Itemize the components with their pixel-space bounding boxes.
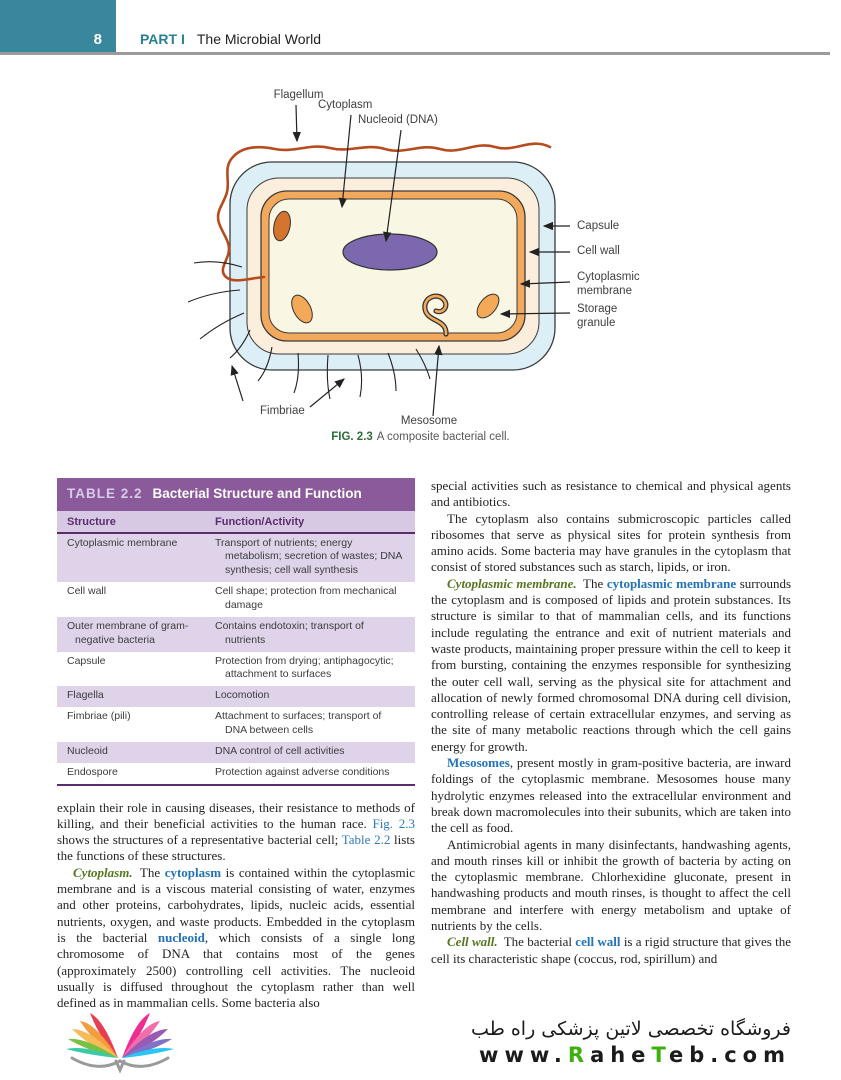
- table-number: TABLE 2.2: [67, 486, 143, 501]
- key-term: cytoplasmic membrane: [606, 575, 737, 591]
- table-row: [57, 707, 415, 742]
- page-footer: [0, 1005, 841, 1080]
- body-text: special activities such as resistance to chemical and physical agents and antibiotics.: [431, 478, 791, 510]
- figure-2-3: [0, 85, 841, 453]
- cell-function: Cell shape; protection from mechanical damage: [215, 585, 397, 611]
- table-crossref: Table 2.2: [341, 832, 391, 848]
- label-mesosome: Mesosome: [400, 415, 458, 427]
- key-term: Mesosomes: [447, 755, 510, 771]
- table-title-bar: [57, 478, 415, 511]
- cell-structure: Flagella: [67, 689, 104, 702]
- store-name-persian: فروشگاه تخصصی لاتین پزشکی راه طب: [471, 1018, 791, 1040]
- text-columns: [0, 478, 841, 1011]
- body-text: surrounds the cytoplasm and is composed of lipids and protein substances. Its structure is similar to that of mammalian cells, and its functions include regulating the entrance and exit of nutrient materials and waste products, maintaining proper pressure within the cell to keep it from bursting, containing the enzymes responsible for synthesizing the outer cell wall, serving as the physical site for attachment and allocation of newly formed chromosomal DNA during cell division, controlling release of certain extracellular enzymes, and serving as the site of many metabolic reactions through which the cell gains energy for growth.: [431, 575, 791, 754]
- body-text: The: [579, 575, 607, 591]
- cell-function: DNA control of cell activities: [215, 744, 345, 757]
- url-part-green: R: [567, 1043, 591, 1067]
- paragraph: [431, 576, 791, 755]
- table-title: Bacterial Structure and Function: [152, 486, 362, 501]
- bacterial-cell-diagram: [130, 85, 730, 435]
- right-column: [431, 478, 791, 1011]
- table-row: [57, 582, 415, 617]
- url-part: eb.com: [668, 1043, 791, 1067]
- body-text: shows the structures of a representative bacterial cell;: [57, 832, 342, 848]
- book-pages-right: [122, 1013, 174, 1058]
- page-number: 8: [93, 31, 102, 48]
- paragraph: [431, 511, 791, 576]
- cell-function: Locomotion: [215, 689, 270, 702]
- paragraph: [57, 800, 415, 865]
- label-cell-wall: Cell wall: [577, 245, 620, 257]
- section-lead-cytoplasmic-membrane: Cytoplasmic membrane.: [447, 575, 577, 591]
- raheteb-book-logo: [60, 1008, 182, 1078]
- label-fimbriae: Fimbriae: [260, 405, 305, 417]
- figure-crossref: Fig. 2.3: [372, 815, 416, 831]
- url-part-green: T: [651, 1043, 669, 1067]
- table-row: [57, 652, 415, 687]
- website-url[interactable]: [471, 1043, 791, 1067]
- cell-structure: Cytoplasmic membrane: [67, 536, 178, 549]
- label-flagellum: Flagellum: [273, 89, 324, 101]
- cell-function: Attachment to surfaces; transport of DNA between cells: [215, 710, 382, 736]
- paragraph: [431, 755, 791, 836]
- column-header-function: Function/Activity: [215, 515, 305, 528]
- body-text: is a rigid structure that gives the cell its characteristic shape (coccus, rod, spirillum) and: [431, 934, 791, 966]
- book-pages-left: [66, 1013, 118, 1058]
- paragraph: [431, 837, 791, 935]
- column-header-structure: Structure: [67, 515, 116, 528]
- cell-structure: Capsule: [67, 654, 106, 667]
- paragraph: [431, 478, 791, 511]
- part-label: PART I: [140, 31, 185, 47]
- cell-structure: Outer membrane of gram-negative bacteria: [67, 619, 189, 646]
- paragraph: [431, 934, 791, 967]
- page-number-tab: [0, 0, 116, 52]
- body-text: , present mostly in gram-positive bacteria, are inward foldings of the cytoplasmic membrane. Mesosomes house many hydrolytic enzymes released into the extracellular environment and break down macromolecules into their subunits, which are taken into the cell as food.: [431, 755, 791, 836]
- body-text: explain their role in causing diseases, their resistance to methods of killing, and their beneficial activities to the human race.: [57, 799, 415, 831]
- url-part: ahe: [590, 1043, 652, 1067]
- label-cytoplasmic-membrane: Cytoplasmic membrane: [577, 271, 640, 298]
- table-row: [57, 534, 415, 583]
- book-base: [72, 1058, 168, 1070]
- table-2-2: [57, 478, 415, 786]
- cell-function: Contains endotoxin; transport of nutrients: [215, 619, 364, 646]
- figure-caption-text: A composite bacterial cell.: [376, 431, 510, 443]
- body-text: The: [135, 864, 165, 880]
- table-row: [57, 686, 415, 707]
- nucleoid-shape: [343, 234, 437, 270]
- cell-structure: Cell wall: [67, 585, 107, 598]
- label-cytoplasm: Cytoplasm: [318, 99, 373, 111]
- section-lead-cell-wall: Cell wall.: [447, 934, 498, 950]
- left-column-text: [57, 800, 415, 1012]
- cell-function: Transport of nutrients; energy metabolism; secretion of wastes; DNA synthesis; cell wall synthesis: [215, 536, 402, 577]
- url-part: www.: [479, 1043, 568, 1067]
- body-text: The bacterial: [500, 934, 576, 950]
- key-term: cell wall: [575, 934, 621, 950]
- body-text: is contained within the cytoplasmic membrane and is a viscous material consisting of water, enzymes and other proteins, carbohydrates, lipids, nucleic acids, essential nutrients, oxygen, and waste products. Embedded in the cytoplasm is the bacterial: [57, 864, 415, 945]
- part-title: The Microbial World: [196, 31, 322, 47]
- table-row: [57, 742, 415, 763]
- table-row: [57, 763, 415, 784]
- label-nucleoid: Nucleoid (DNA): [358, 114, 438, 126]
- body-text: , which consists of a single long chromosome of DNA that contains most of the genes (approximately 2500) controlling cell activities. The nucleoid usually is diffused throughout the cytoplasm rather than well defined as in mammalian cells. Some bacteria also: [57, 929, 415, 1011]
- cell-structure: Nucleoid: [67, 744, 108, 757]
- table-column-headers: [57, 511, 415, 534]
- label-storage-granule: Storage granule: [577, 303, 618, 330]
- section-lead-cytoplasm: Cytoplasm.: [73, 864, 133, 880]
- key-term: cytoplasm: [164, 864, 222, 880]
- left-column: [57, 478, 415, 1011]
- body-text: The cytoplasm also contains submicroscopic particles called ribosomes that serve as physical sites for protein synthesis from amino acids. Some bacteria may have granules in the cytoplasm that consist of stored substances such as starch, lipids, or iron.: [431, 510, 791, 575]
- body-text: Antimicrobial agents in many disinfectants, handwashing agents, and mouth rinses kill or inhibit the growth of bacteria by acting on the cytoplasmic membrane. Chlorhexidine gluconate, present in handwashing products and mouth rinses, is thought to affect the cell membrane and interfere with energy metabolism and uptake of nutrients by the cells.: [431, 836, 791, 934]
- key-term: nucleoid: [157, 929, 205, 945]
- figure-number: FIG. 2.3: [331, 431, 373, 443]
- cell-structure: Endospore: [67, 765, 118, 778]
- label-capsule: Capsule: [577, 220, 620, 232]
- cell-function: Protection from drying; antiphagocytic; attachment to surfaces: [215, 654, 394, 681]
- figure-caption: [0, 431, 841, 443]
- paragraph: [57, 865, 415, 1012]
- page-header: [0, 0, 841, 55]
- cell-function: Protection against adverse conditions: [215, 765, 390, 778]
- running-head: [140, 31, 321, 47]
- footer-text: [471, 1018, 791, 1067]
- table-row: [57, 617, 415, 652]
- cell-structure: Fimbriae (pili): [67, 710, 131, 723]
- body-text: lists the functions of these structures.: [57, 832, 415, 864]
- header-rule: [0, 52, 830, 55]
